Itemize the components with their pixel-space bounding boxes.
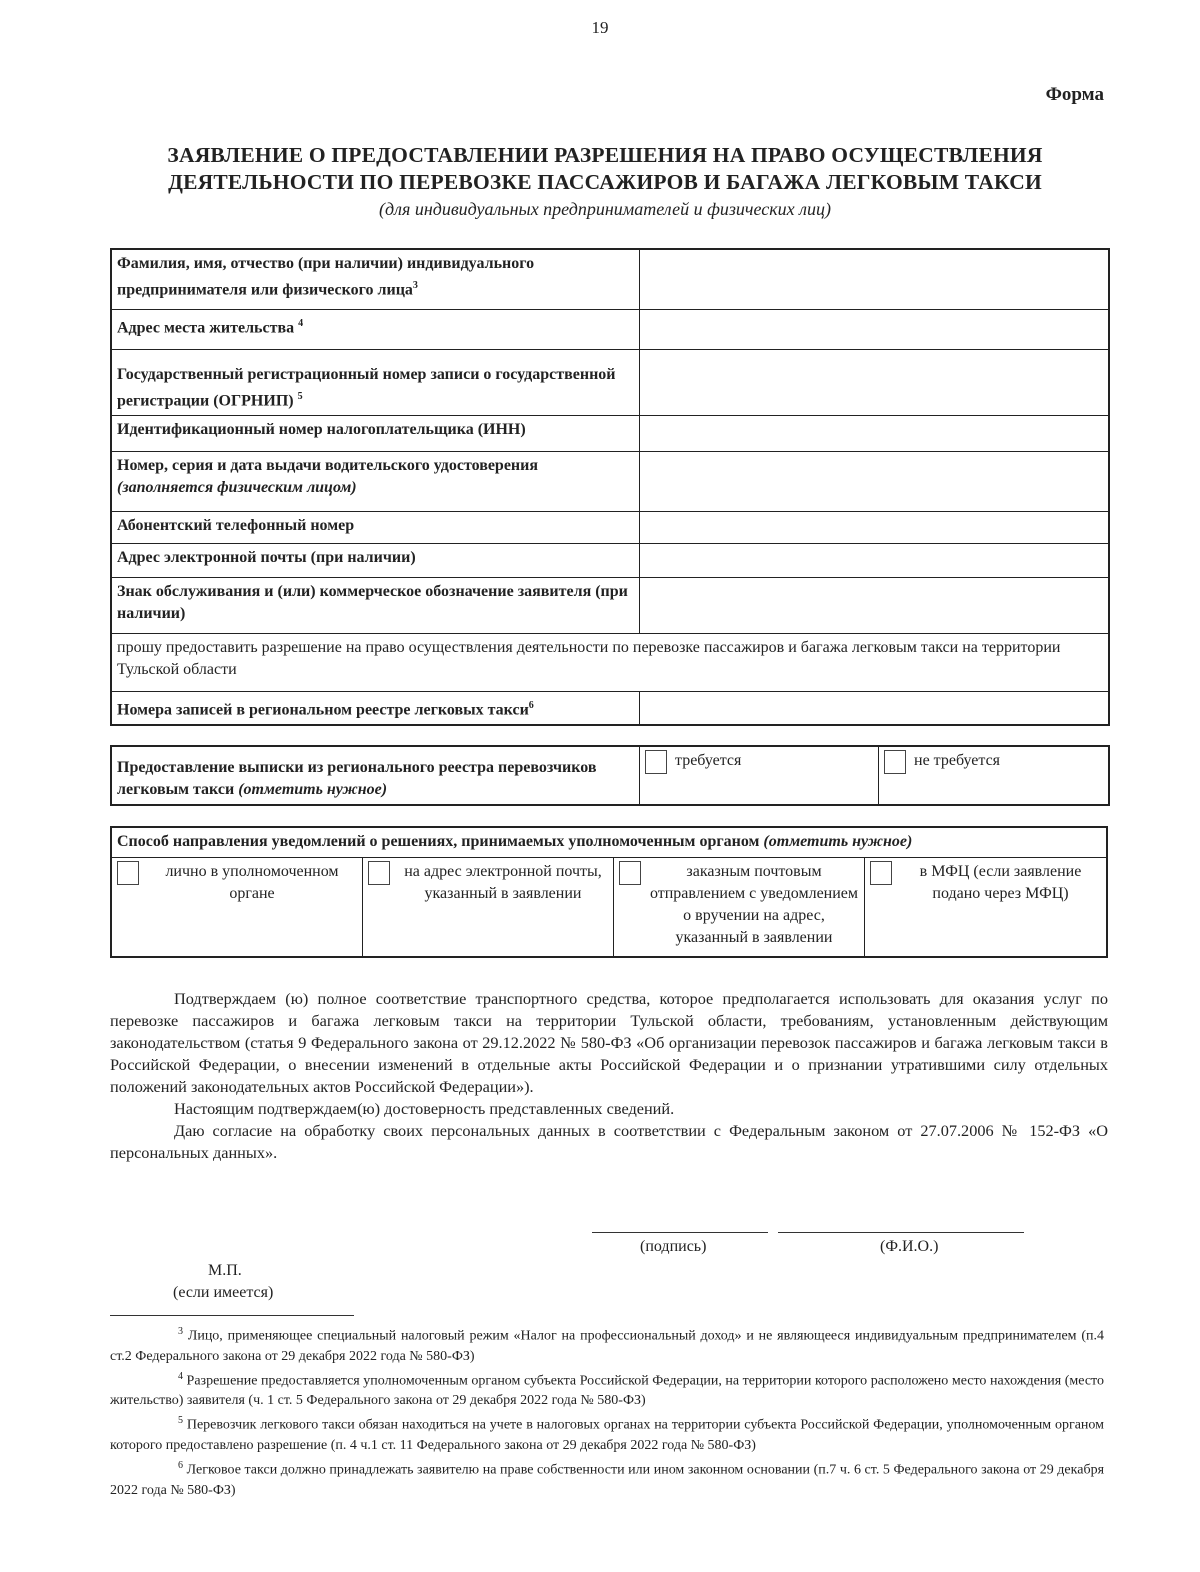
footnote: $^5$ Перевозчик легкового такси обязан находиться на учете в налоговых органах на территории субъекта Российской Федерации, уполномоченным органом которого предоставлено разрешение (п. 4 ч.1 ст. 11 Федерального закона от 29 декабря 2022 года № 580-ФЗ) bbox=[110, 1415, 1105, 1453]
document-subtitle: (для индивидуальных предпринимателей и физических лиц) bbox=[379, 199, 831, 219]
confirmation-paragraph-2: Настоящим подтверждаем(ю) достоверность представленных сведений. bbox=[174, 1099, 675, 1118]
label-service-mark: Знак обслуживания и (или) коммерческое обозначение заявителя (при наличии) bbox=[111, 577, 640, 633]
label-extract: Предоставление выписки из регионального реестра перевозчиков легковым такси (отметить нужное) bbox=[111, 746, 640, 805]
checkbox-not-required[interactable] bbox=[884, 750, 906, 774]
checkbox-registered-mail[interactable] bbox=[619, 861, 641, 885]
field-driver-license[interactable] bbox=[640, 451, 1110, 511]
field-phone[interactable] bbox=[640, 511, 1110, 543]
label-ogrnip: Государственный регистрационный номер записи о государственной регистрации (ОГРНИП) $^5$ bbox=[111, 349, 640, 415]
footnote: $^4$ Разрешение предоставляется уполномоченным органом субъекта Российской Федерации, на территории которого расположено место нахождения (место жительство) заявителя (ч. 1 ст. 5 Федерального закона от 29 декабря 2022 года № 580-ФЗ) bbox=[110, 1370, 1104, 1409]
label-full-name: Фамилия, имя, отчество (при наличии) индивидуального предпринимателя или физического лица$^3$ bbox=[111, 249, 640, 309]
footnote-divider bbox=[110, 1315, 354, 1316]
title-line-1: ЗАЯВЛЕНИЕ О ПРЕДОСТАВЛЕНИИ РАЗРЕШЕНИЯ НА ПРАВО ОСУЩЕСТВЛЕНИЯ bbox=[167, 143, 1043, 167]
field-full-name[interactable] bbox=[640, 249, 1110, 309]
field-email[interactable] bbox=[640, 543, 1110, 577]
notification-method-table bbox=[110, 826, 1108, 958]
label-inn: Идентификационный номер налогоплательщика (ИНН) bbox=[111, 415, 640, 451]
checkbox-email[interactable] bbox=[368, 861, 390, 885]
label-email: Адрес электронной почты (при наличии) bbox=[111, 543, 640, 577]
fio-label: (Ф.И.О.) bbox=[880, 1238, 939, 1255]
checkbox-in-person[interactable] bbox=[117, 861, 139, 885]
field-ogrnip[interactable] bbox=[640, 349, 1110, 415]
signature-label: (подпись) bbox=[640, 1238, 707, 1255]
form-label: Форма bbox=[1045, 84, 1104, 105]
stamp-label: М.П. bbox=[208, 1262, 242, 1279]
title-line-2: ДЕЯТЕЛЬНОСТИ ПО ПЕРЕВОЗКЕ ПАССАЖИРОВ И БАГАЖА ЛЕГКОВЫМ ТАКСИ bbox=[168, 170, 1042, 194]
label-registry-numbers: Номера записей в региональном реестре легковых такси$^6$ bbox=[111, 691, 640, 725]
label-residence-address: Адрес места жительства $^4$ bbox=[111, 309, 640, 349]
option-required[interactable]: требуется bbox=[640, 746, 879, 805]
option-mfc[interactable]: в МФЦ (если заявление подано через МФЦ) bbox=[865, 857, 1108, 957]
request-statement: прошу предоставить разрешение на право осуществления деятельности по перевозке пассажиров и багажа легковым такси на территории Тульской области bbox=[111, 633, 1109, 691]
fio-line[interactable] bbox=[778, 1232, 1024, 1233]
field-registry-numbers[interactable] bbox=[640, 691, 1110, 725]
signature-line[interactable] bbox=[592, 1232, 768, 1233]
footnote: $^6$ Легковое такси должно принадлежать заявителю на праве собственности или ином законном основании (п.7 ч. 6 ст. 5 Федерального закона от 29 декабря 2022 года № 580-ФЗ) bbox=[110, 1459, 1105, 1498]
confirmation-paragraph-3: Даю согласие на обработку своих персональных данных в соответствии с Федеральным законом от 27.07.2006 № 152-ФЗ «О персональных данных». bbox=[110, 1121, 1108, 1162]
applicant-info-table bbox=[110, 248, 1110, 726]
page-number: 19 bbox=[591, 18, 609, 37]
confirmation-paragraph-1: Подтверждаем (ю) полное соответствие транспортного средства, которое предполагается использовать для оказания услуг по перевозке пассажиров и багажа легковым такси на территории Тульской области, требованиям, установленным действующим законодательством (статья 9 Федерального закона от 29.12.2022 № 580-ФЗ «Об организации перевозок пассажиров и багажа легковым такси в Российской Федерации, о внесении изменений в отдельные акты Российской Федерации и о признании утратившими силу отдельных положений законодательных актов Российской Федерации»). bbox=[110, 989, 1108, 1096]
confirmation-text bbox=[110, 988, 1108, 1164]
document-title bbox=[100, 142, 1110, 196]
label-driver-license: Номер, серия и дата выдачи водительского удостоверения (заполняется физическим лицом) bbox=[111, 451, 640, 511]
checkbox-mfc[interactable] bbox=[870, 861, 892, 885]
field-service-mark[interactable] bbox=[640, 577, 1110, 633]
option-registered-mail[interactable]: заказным почтовым отправлением с уведомлением о вручении на адрес, указанный в заявлении bbox=[614, 857, 865, 957]
option-in-person[interactable]: лично в уполномоченном органе bbox=[111, 857, 363, 957]
field-residence-address[interactable] bbox=[640, 309, 1110, 349]
extract-table bbox=[110, 745, 1110, 806]
field-inn[interactable] bbox=[640, 415, 1110, 451]
stamp-note: (если имеется) bbox=[173, 1284, 274, 1301]
notification-header: Способ направления уведомлений о решениях, принимаемых уполномоченным органом (отметить нужное) bbox=[111, 827, 1107, 857]
checkbox-required[interactable] bbox=[645, 750, 667, 774]
label-phone: Абонентский телефонный номер bbox=[111, 511, 640, 543]
footnotes bbox=[110, 1322, 1104, 1501]
footnote: $^3$ Лицо, применяющее специальный налоговый режим «Налог на профессиональный доход» и не являющееся индивидуальным предпринимателем (п.4 ст.2 Федерального закона от 29 декабря 2022 года № 580-ФЗ) bbox=[110, 1326, 1104, 1364]
option-not-required[interactable]: не требуется bbox=[879, 746, 1110, 805]
option-email[interactable]: на адрес электронной почты, указанный в заявлении bbox=[363, 857, 614, 957]
